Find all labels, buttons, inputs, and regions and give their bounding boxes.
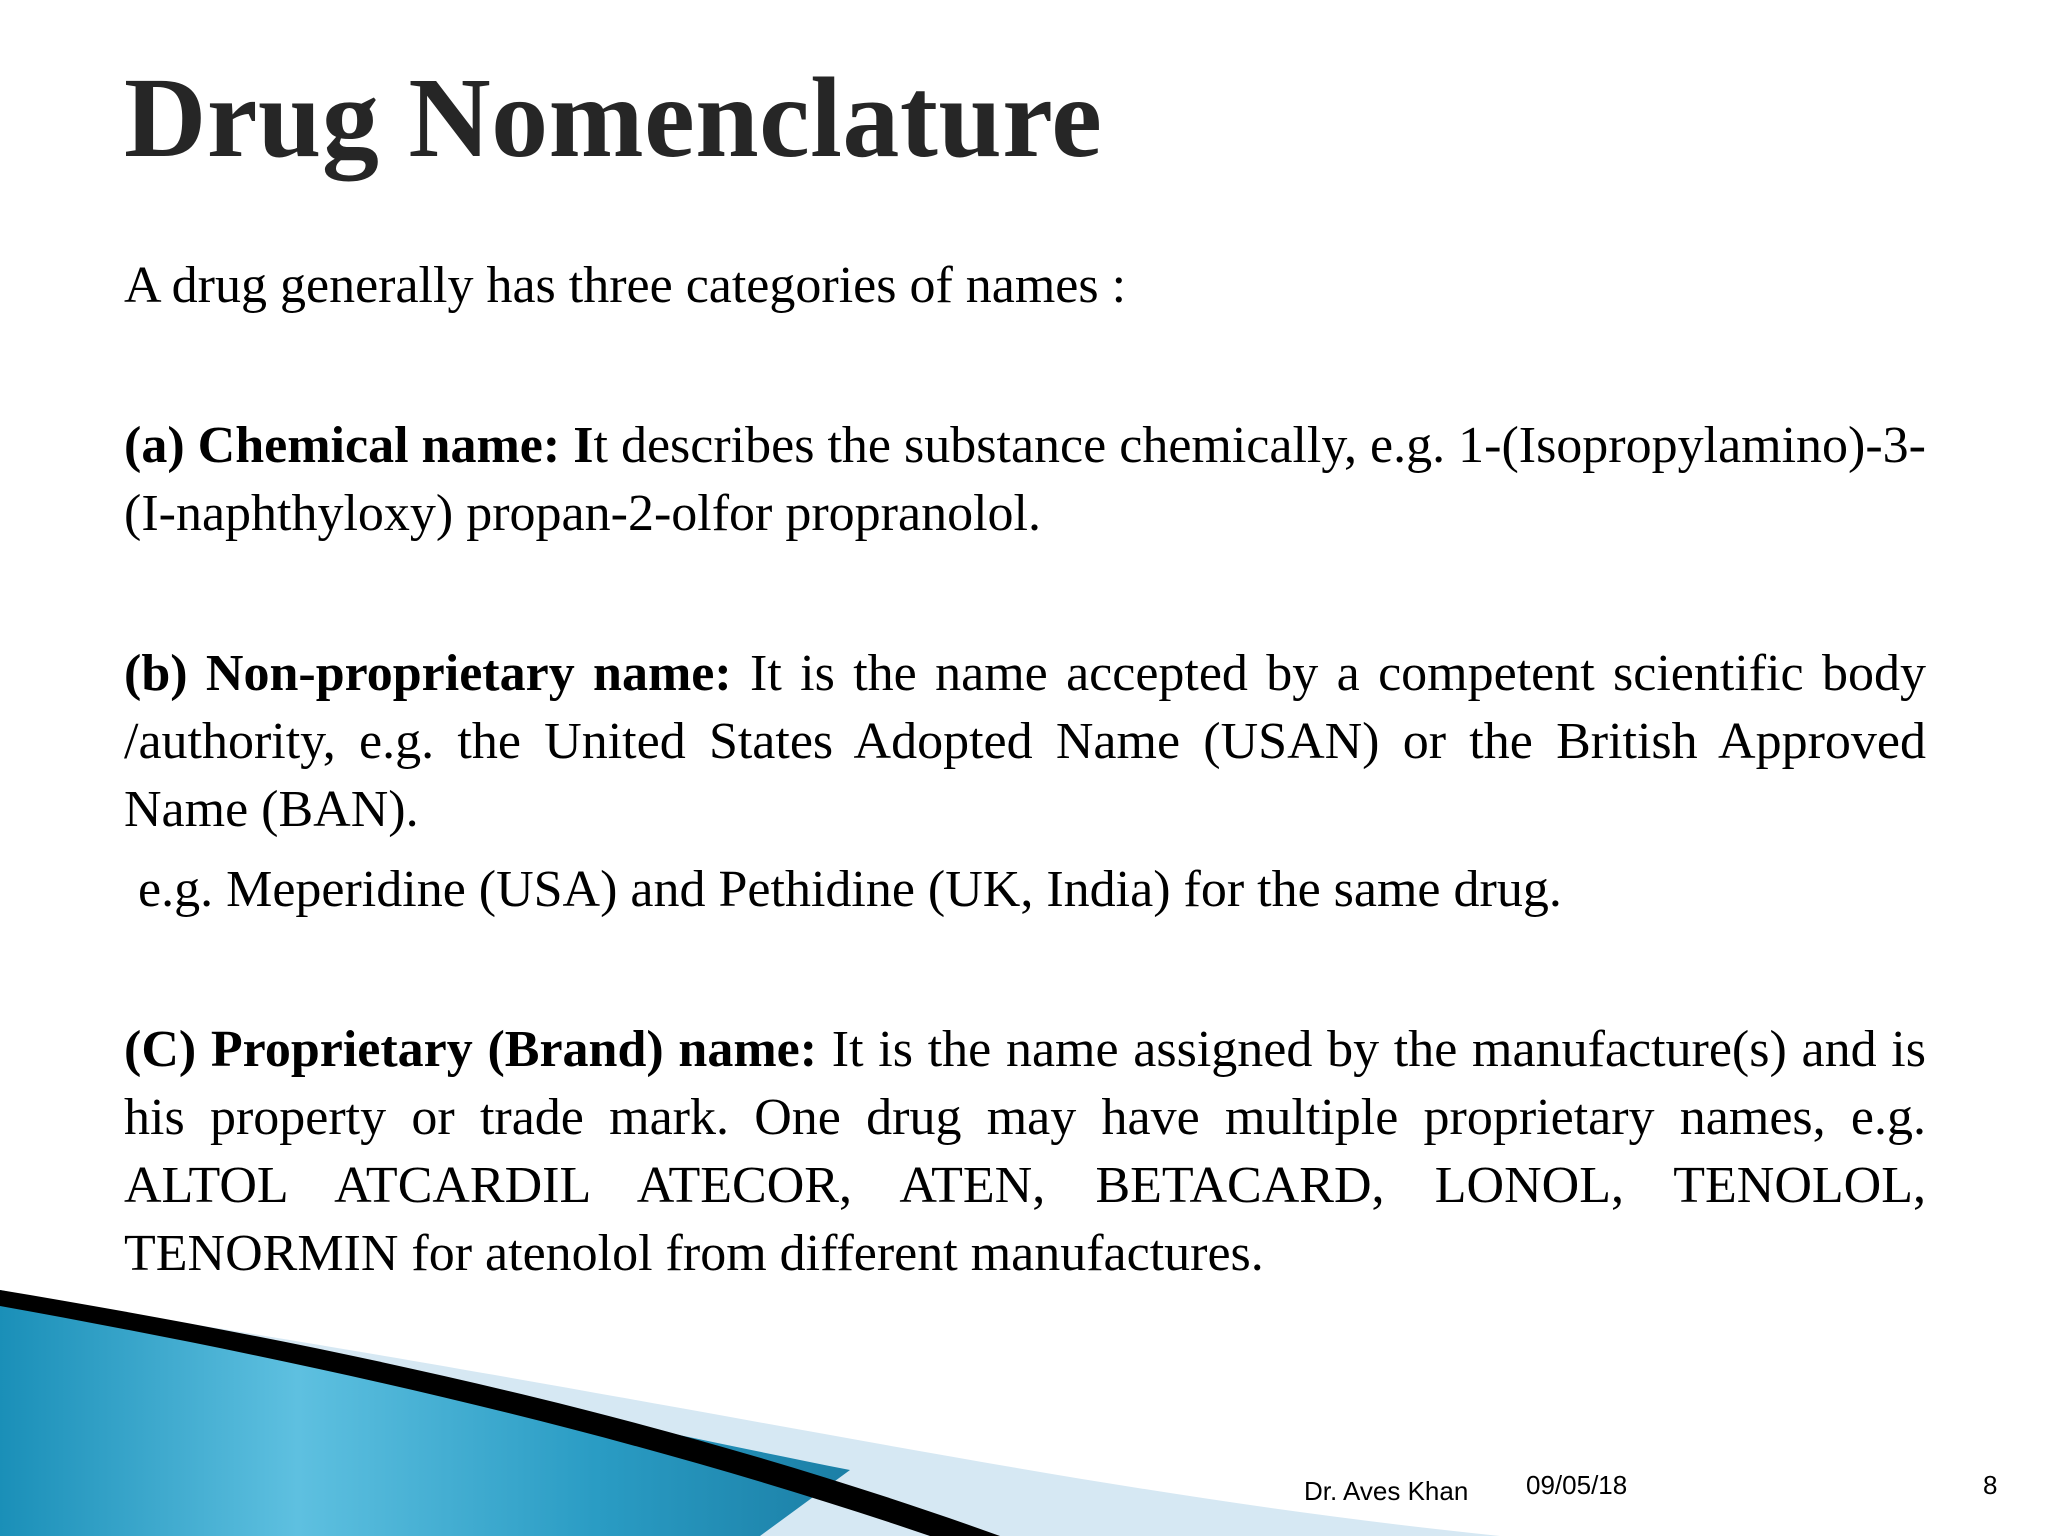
proprietary-name-text: It is the name assigned by the manufacture(s) and is his property or trade mark. One drug may have multiple proprietary names, e.g. ALTOL ATCARDIL ATECOR, ATEN, BETACARD, LONOL, TENOLOL, TENORMIN for atenolol from different manufactures. [124,1021,1926,1282]
proprietary-name-label: (C) Proprietary (Brand) name: [124,1021,818,1078]
slide-content [124,252,1926,1288]
non-proprietary-name-paragraph [124,640,1926,844]
non-proprietary-name-label: (b) Non-proprietary name: [124,645,732,702]
footer-author: Dr. Aves Khan [1304,1476,1469,1506]
slide-title: Drug Nomenclature [124,54,1103,181]
chemical-name-label: (a) Chemical name: I [124,417,594,474]
proprietary-name-paragraph [124,1016,1926,1288]
chemical-name-text: t describes the substance chemically, e.g. 1-(Isopropylamino)-3-(I-naphthyloxy) propan-2-olfor propranolol. [124,417,1926,542]
footer-date: 09/05/18 [1526,1470,1628,1500]
page-number: 8 [1983,1470,1998,1500]
chemical-name-paragraph [124,412,1926,548]
intro-text: A drug generally has three categories of names : [124,257,1127,314]
non-proprietary-example: e.g. Meperidine (USA) and Pethidine (UK, India) for the same drug. [138,861,1562,918]
non-proprietary-name-text: It is the name accepted by a competent scientific body /authority, e.g. the United States Adopted Name (USAN) or the British Approved Name (BAN). [124,645,1926,838]
